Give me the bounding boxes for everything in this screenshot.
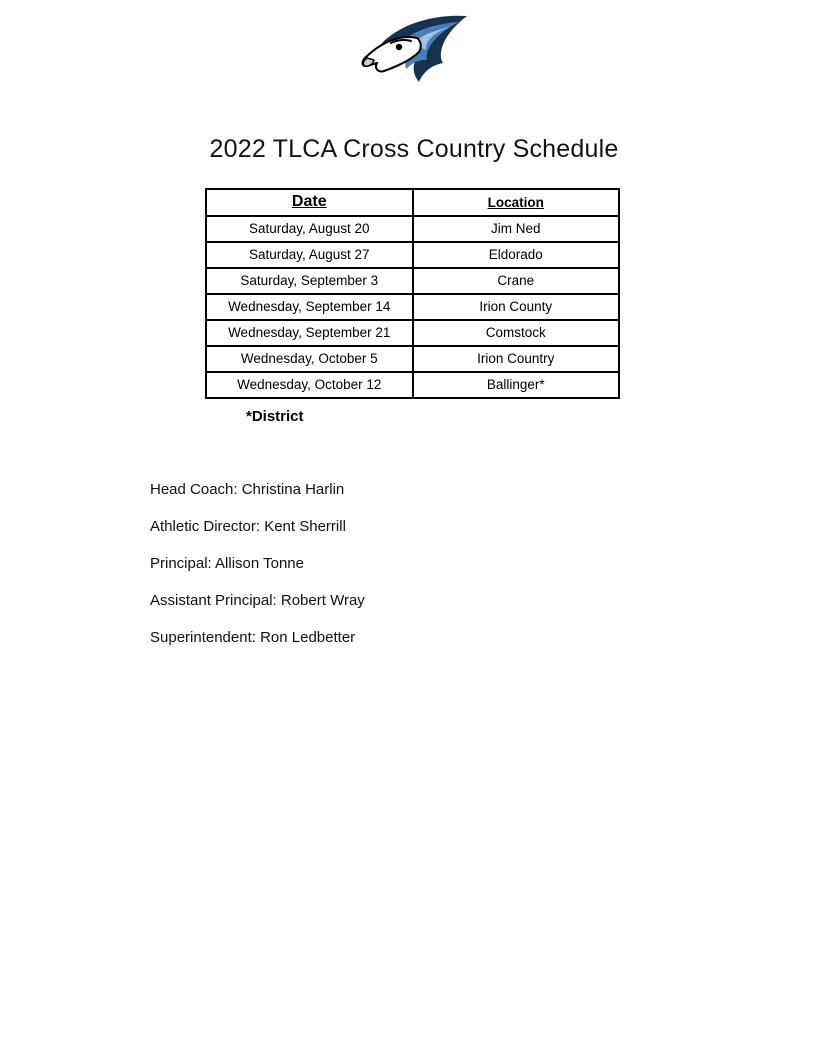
date-column-header: Date: [206, 189, 413, 216]
district-note: *District: [246, 408, 304, 425]
table-row: [206, 294, 619, 320]
location-cell: Eldorado: [413, 242, 620, 268]
eagle-logo: [355, 12, 473, 92]
page-title: 2022 TLCA Cross Country Schedule: [209, 135, 619, 163]
staff-line: Head Coach: Christina Harlin: [150, 481, 345, 498]
table-header-row: [206, 189, 619, 216]
schedule-table-body: [206, 216, 619, 398]
staff-list: [150, 482, 365, 667]
staff-line: Athletic Director: Kent Sherrill: [150, 518, 346, 535]
date-cell: Wednesday, October 5: [206, 346, 413, 372]
table-row: [206, 346, 619, 372]
staff-line: Principal: Allison Tonne: [150, 555, 304, 572]
location-cell: Jim Ned: [413, 216, 620, 242]
table-row: [206, 216, 619, 242]
table-row: [206, 268, 619, 294]
date-cell: Saturday, September 3: [206, 268, 413, 294]
location-cell: Crane: [413, 268, 620, 294]
table-row: [206, 320, 619, 346]
date-cell: Saturday, August 27: [206, 242, 413, 268]
staff-line: Assistant Principal: Robert Wray: [150, 592, 365, 609]
staff-line: Superintendent: Ron Ledbetter: [150, 629, 356, 646]
table-row: [206, 242, 619, 268]
eagle-logo-graphic: [355, 12, 473, 92]
location-cell: Ballinger*: [413, 372, 620, 398]
table-row: [206, 372, 619, 398]
schedule-table: [205, 188, 620, 399]
date-cell: Saturday, August 20: [206, 216, 413, 242]
location-cell: Irion County: [413, 294, 620, 320]
location-cell: Comstock: [413, 320, 620, 346]
date-cell: Wednesday, September 14: [206, 294, 413, 320]
date-cell: Wednesday, October 12: [206, 372, 413, 398]
date-cell: Wednesday, September 21: [206, 320, 413, 346]
location-cell: Irion Country: [413, 346, 620, 372]
location-column-header: Location: [413, 189, 620, 216]
